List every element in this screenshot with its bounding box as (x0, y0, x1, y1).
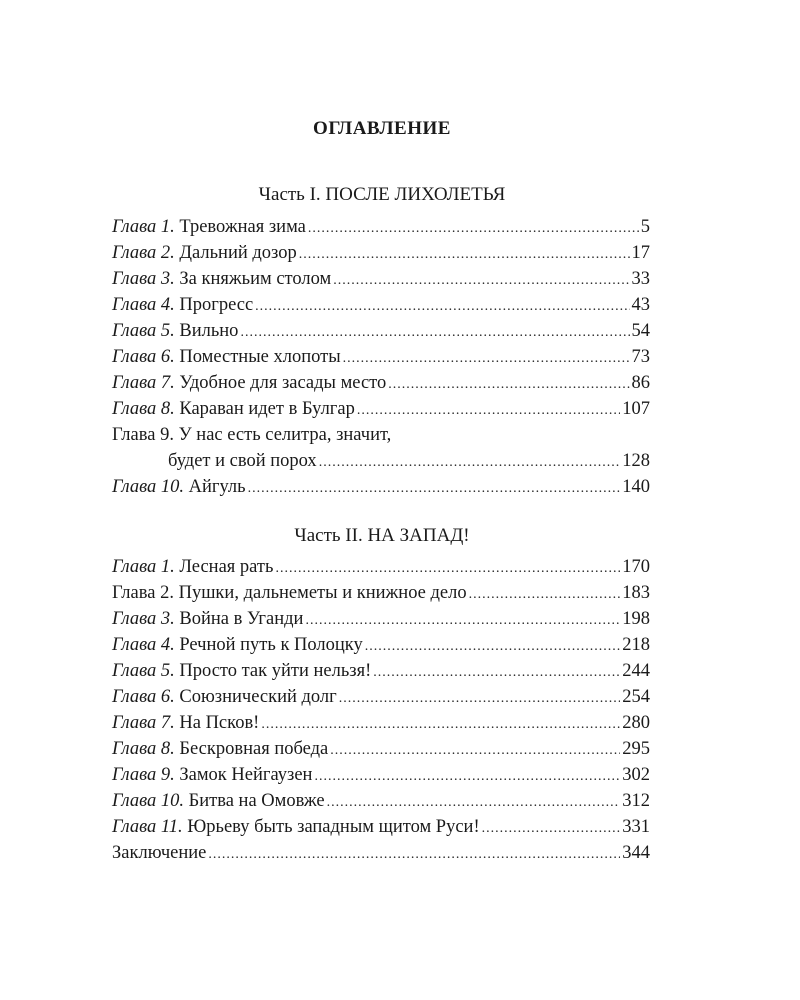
toc-entry[interactable] (112, 606, 650, 632)
toc-entry[interactable] (112, 344, 650, 370)
chapter-number: Глава 10. (112, 477, 184, 497)
toc-entry[interactable] (112, 788, 650, 814)
chapter-number: Глава 7. (112, 713, 175, 733)
dot-leader (319, 450, 621, 476)
chapter-title: Бескровная победа (174, 739, 329, 759)
chapter-title-line-2: будет и свой порох (168, 451, 317, 471)
chapter-title: Лесная рать (174, 557, 274, 577)
page-number: 280 (622, 713, 650, 733)
dot-leader (469, 582, 621, 608)
page-number: 312 (622, 791, 650, 811)
chapter-number: Глава 9. (112, 425, 174, 445)
dot-leader (339, 686, 621, 712)
chapter-number: Глава 11. (112, 817, 183, 837)
toc-entry[interactable] (112, 292, 650, 318)
page-number: 5 (640, 217, 650, 237)
dot-leader (275, 556, 620, 582)
dot-leader (255, 294, 629, 320)
page-number: 218 (622, 635, 650, 655)
chapter-title: Война в Уганди (174, 609, 304, 629)
page-number: 302 (622, 765, 650, 785)
dot-leader (388, 372, 629, 398)
dot-leader (299, 242, 630, 268)
toc-entry[interactable] (112, 632, 650, 658)
toc-entry[interactable] (112, 580, 650, 606)
entry-line (112, 422, 650, 448)
page-number: 344 (622, 843, 650, 863)
chapter-number: Глава 9. (112, 765, 175, 785)
chapter-number: Глава 2. (112, 583, 174, 603)
dot-leader (327, 790, 621, 816)
dot-leader (357, 398, 620, 424)
chapter-title: Битва на Омовже (184, 791, 325, 811)
toc-entry[interactable] (112, 318, 650, 344)
chapter-number: Глава 1. (112, 557, 175, 577)
page-number: 295 (622, 739, 650, 759)
chapter-number: Глава 6. (112, 347, 175, 367)
chapter-number: Глава 4. (112, 295, 175, 315)
chapter-title: Пушки, дальнеметы и книжное дело (173, 583, 467, 603)
part-heading: Часть I. ПОСЛЕ ЛИХОЛЕТЬЯ (258, 184, 506, 205)
chapter-title: Дальний дозор (174, 243, 297, 263)
chapter-title: Удобное для засады место (174, 373, 387, 393)
dot-leader (308, 216, 639, 242)
chapter-title: На Псков! (174, 713, 260, 733)
page-number: 128 (622, 451, 650, 471)
page-number: 331 (622, 817, 650, 837)
chapter-title: Поместные хлопоты (174, 347, 341, 367)
entry-line (112, 448, 650, 474)
toc-entry[interactable] (112, 266, 650, 292)
chapter-number: Глава 3. (112, 269, 175, 289)
chapter-title: За княжьим столом (174, 269, 332, 289)
chapter-title: Тревожная зима (174, 217, 306, 237)
dot-leader (482, 816, 621, 842)
chapter-title: Прогресс (174, 295, 254, 315)
toc-list-part-1 (112, 214, 650, 500)
toc-entry[interactable] (112, 474, 650, 500)
dot-leader (261, 712, 620, 738)
chapter-number: Глава 3. (112, 609, 175, 629)
chapter-number: Глава 6. (112, 687, 175, 707)
page-number: 33 (631, 269, 650, 289)
toc-entry[interactable] (112, 736, 650, 762)
chapter-number: Глава 7. (112, 373, 175, 393)
chapter-number: Глава 5. (112, 661, 175, 681)
chapter-title: Речной путь к Полоцку (174, 635, 363, 655)
toc-entry[interactable] (112, 684, 650, 710)
page-number: 254 (622, 687, 650, 707)
chapter-number: Глава 4. (112, 635, 175, 655)
toc-entry[interactable] (112, 658, 650, 684)
toc-entry[interactable] (112, 762, 650, 788)
page-number: 54 (631, 321, 650, 341)
chapter-title-line-1: У нас есть селитра, значит, (173, 425, 392, 445)
toc-entry[interactable] (112, 370, 650, 396)
chapter-number: Глава 10. (112, 791, 184, 811)
toc-entry-conclusion[interactable] (112, 840, 650, 866)
page-number: 183 (622, 583, 650, 603)
page-number: 17 (631, 243, 650, 263)
chapter-title: Айгуль (184, 477, 246, 497)
toc-list-part-2 (112, 554, 650, 866)
dot-leader (240, 320, 629, 346)
chapter-number: Глава 2. (112, 243, 175, 263)
page-number: 73 (631, 347, 650, 367)
dot-leader (333, 268, 629, 294)
page-number: 107 (622, 399, 650, 419)
dot-leader (314, 764, 620, 790)
dot-leader (208, 842, 620, 868)
chapter-title: Просто так уйти нельзя! (174, 661, 372, 681)
chapter-number: Глава 5. (112, 321, 175, 341)
toc-entry[interactable] (112, 814, 650, 840)
part-heading: Часть II. НА ЗАПАД! (294, 525, 470, 546)
toc-entry[interactable] (112, 240, 650, 266)
page-number: 170 (622, 557, 650, 577)
chapter-number: Глава 8. (112, 399, 175, 419)
dot-leader (305, 608, 620, 634)
toc-entry[interactable] (112, 710, 650, 736)
toc-entry[interactable] (112, 396, 650, 422)
dot-leader (248, 476, 621, 502)
dot-leader (343, 346, 630, 372)
dot-leader (365, 634, 620, 660)
toc-entry[interactable] (112, 554, 650, 580)
chapter-title: Заключение (112, 843, 207, 863)
page-number: 86 (631, 373, 650, 393)
page-title: ОГЛАВЛЕНИЕ (313, 118, 451, 139)
page-number: 140 (622, 477, 650, 497)
toc-entry[interactable] (112, 214, 650, 240)
page-number: 198 (622, 609, 650, 629)
chapter-number: Глава 1. (112, 217, 175, 237)
chapter-title: Союзнический долг (174, 687, 337, 707)
chapter-title: Караван идет в Булгар (174, 399, 355, 419)
page-number: 244 (622, 661, 650, 681)
chapter-title: Юрьеву быть западным щитом Руси! (182, 817, 480, 837)
chapter-number: Глава 8. (112, 739, 175, 759)
chapter-title: Вильно (174, 321, 239, 341)
dot-leader (373, 660, 620, 686)
page-number: 43 (631, 295, 650, 315)
toc-entry[interactable] (112, 422, 650, 474)
dot-leader (330, 738, 620, 764)
chapter-title: Замок Нейгаузен (174, 765, 313, 785)
